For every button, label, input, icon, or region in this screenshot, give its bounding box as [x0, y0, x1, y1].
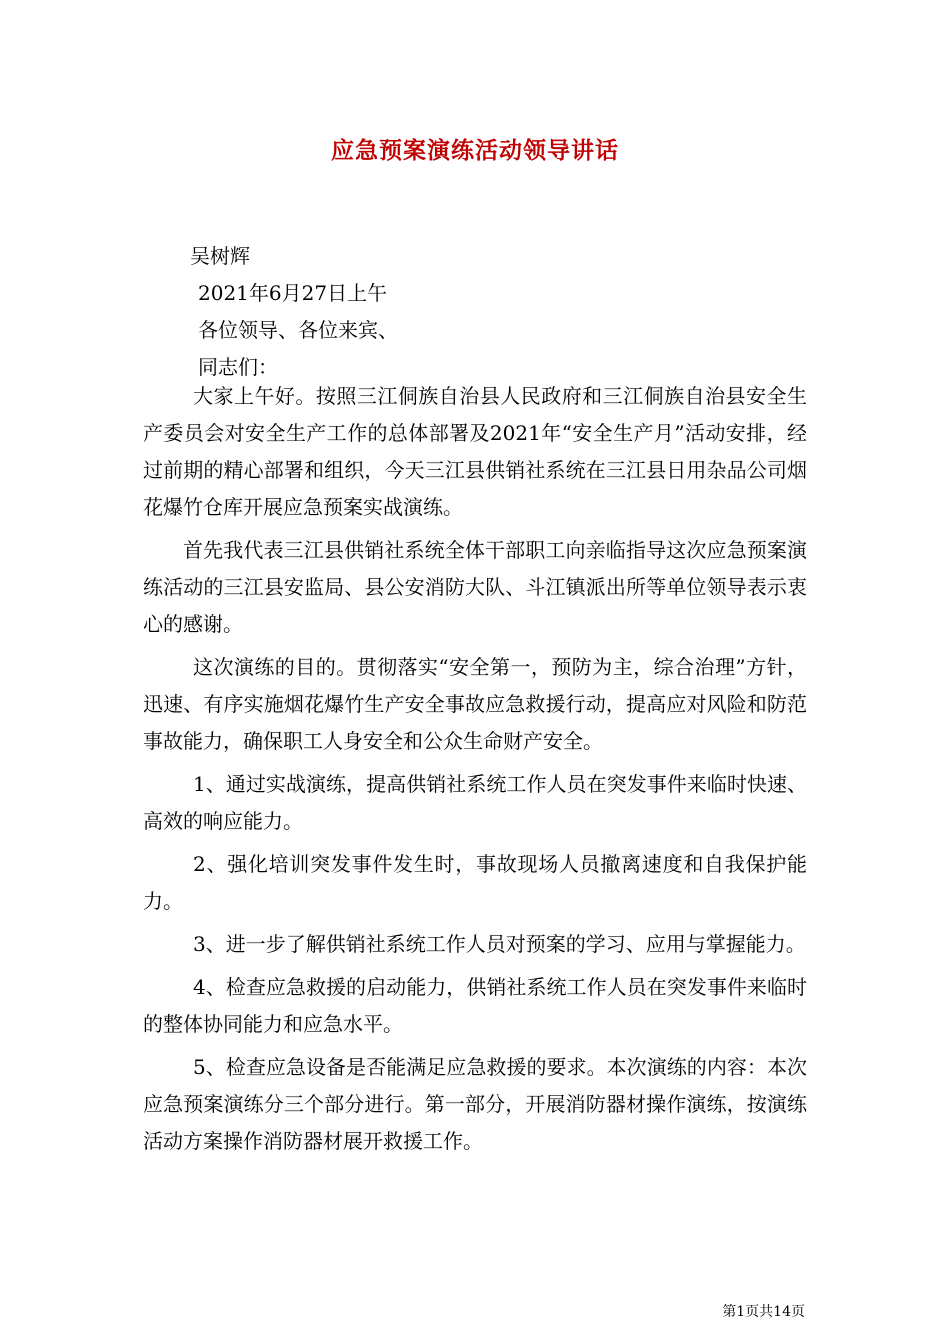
author-name: 吴树辉	[190, 244, 250, 268]
paragraph-thanks: 首先我代表三江县供销社系统全体干部职工向亲临指导这次应急预案演练活动的三江县安监局、县公安消防大队、斗江镇派出所等单位领导表示衷心的感谢。	[143, 538, 807, 636]
paragraph-item-1: 1、通过实战演练，提高供销社系统工作人员在突发事件来临时快速、高效的响应能力。	[143, 772, 807, 833]
paragraph-item-5: 5、检查应急设备是否能满足应急救援的要求。本次演练的内容：本次应急预案演练分三个部分进行。第一部分，开展消防器材操作演练，按演练活动方案操作消防器材展开救援工作。	[143, 1055, 807, 1153]
paragraph-item-4: 4、检查应急救援的启动能力，供销社系统工作人员在突发事件来临时的整体协同能力和应急水平。	[143, 975, 807, 1036]
speech-date: 2021年6月27日上午	[198, 281, 388, 305]
paragraph-purpose: 这次演练的目的。贯彻落实“安全第一，预防为主，综合治理”方针，迅速、有序实施烟花爆竹生产安全事故应急救援行动，提高应对风险和防范事故能力，确保职工人身安全和公众生命财产安全。	[143, 655, 807, 753]
salutation-comrades: 同志们：	[198, 355, 278, 379]
paragraph-item-2: 2、强化培训突发事件发生时，事故现场人员撤离速度和自我保护能力。	[143, 852, 807, 913]
salutation-guests: 各位领导、各位来宾、	[198, 318, 398, 342]
document-title: 应急预案演练活动领导讲话	[331, 137, 619, 164]
paragraph-greeting: 大家上午好。按照三江侗族自治县人民政府和三江侗族自治县安全生产委员会对安全生产工作的总体部署及2021年“安全生产月”活动安排，经过前期的精心部署和组织，今天三江县供销社系统在三江县日用杂品公司烟花爆竹仓库开展应急预案实战演练。	[143, 384, 807, 519]
page-number: 第1页共14页	[722, 1304, 805, 1320]
speech-body	[143, 378, 807, 1166]
paragraph-item-3: 3、进一步了解供销社系统工作人员对预案的学习、应用与掌握能力。	[193, 932, 806, 956]
